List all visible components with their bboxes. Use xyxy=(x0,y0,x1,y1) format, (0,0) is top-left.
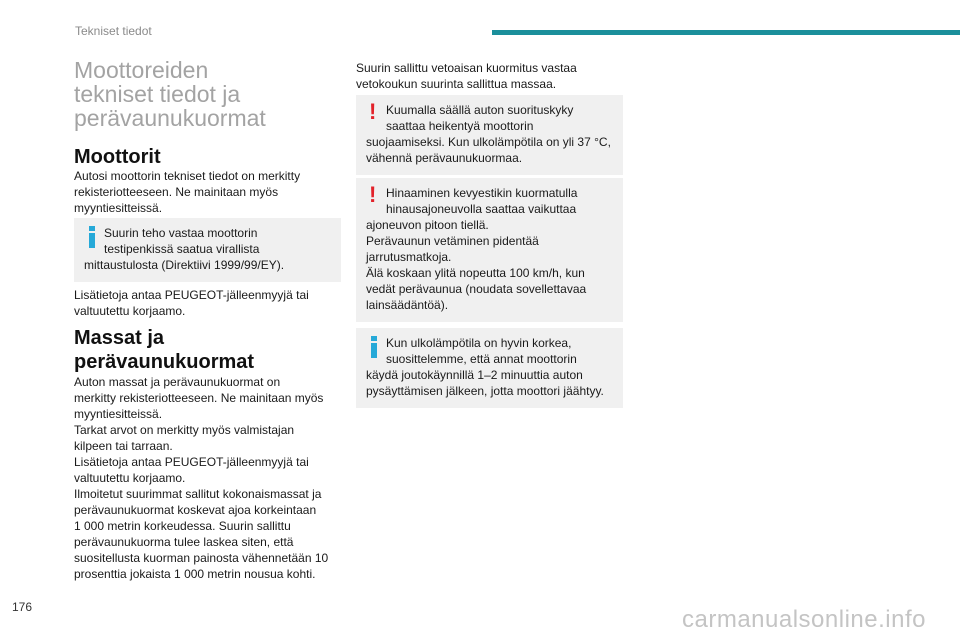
towing-warning-box xyxy=(356,178,623,322)
page-number: 176 xyxy=(12,600,33,614)
watermark: carmanualsonline.info xyxy=(682,606,926,633)
engines-dealer-note: Lisätietoja antaa PEUGEOT-jälleenmyyjä tai valtuutettu korjaamo. xyxy=(74,288,309,318)
header-accent-bar xyxy=(492,30,960,35)
cooldown-info-box xyxy=(356,328,623,408)
hot-weather-warning-box xyxy=(356,95,623,175)
engines-info-box xyxy=(74,218,341,282)
engines-info-text: Suurin teho vastaa moottorin testipenkissä saatua virallista mittaustulosta (Direktiivi 1999/99/EY). xyxy=(84,226,285,272)
info-icon xyxy=(89,226,95,248)
warning-exclamation-icon: ! xyxy=(369,182,377,207)
engines-body: Autosi moottorin tekniset tiedot on merkitty rekisteriotteeseen. Ne mainitaan myös myyntiesitteissä. xyxy=(74,169,301,215)
engines-heading-text: Moottorit xyxy=(74,146,161,168)
towing-warning-text: Hinaaminen kevyestikin kuormatulla hinausajoneuvolla saattaa vaikuttaa ajoneuvon pitoon tiellä. Perävaunun vetäminen pidentää jarrutusmatkoja. Älä koskaan ylitä nopeutta 100 km/h, kun vedät perävaunua (noudata sovellettavaa lainsäädäntöä). xyxy=(366,186,587,312)
warning-exclamation-icon: ! xyxy=(369,99,377,124)
hot-weather-warning-text: Kuumalla säällä auton suorituskyky saattaa heikentyä moottorin suojaamiseksi. Kun ulkolämpötila on yli 37 °C, vähennä perävaunukuormaa. xyxy=(366,103,611,165)
drawbar-load-intro: Suurin sallittu vetoaisan kuormitus vastaa vetokoukun suurinta sallittua massaa. xyxy=(356,61,577,91)
cooldown-info-text: Kun ulkolämpötila on hyvin korkea, suosittelemme, että annat moottorin käydä joutokäynnillä 1–2 minuuttia auton pysäyttämisen jälkeen, jotta moottori jäähtyy. xyxy=(366,336,604,398)
masses-heading: Massat ja perävaunukuormat xyxy=(74,327,255,373)
info-icon xyxy=(371,336,377,358)
masses-body: Auton massat ja perävaunukuormat on merkitty rekisteriotteeseen. Ne mainitaan myös myyntiesitteissä. Tarkat arvot on merkitty myös valmistajan kilpeen tai tarraan. Lisätietoja antaa PEUGEOT-jälleenmyyjä tai valtuutettu korjaamo. Ilmoitetut suurimmat sallitut kokonaismassat ja perävaunukuormat koskevat ajoa korkeintaan 1 000 metrin korkeudessa. Suurin sallittu perävaunukuorma tulee laskea siten, että suositellusta kuorman painosta vähennetään 10 prosenttia jokaista 1 000 metrin nousua kohti. xyxy=(74,375,329,581)
page-title: Moottoreiden tekniset tiedot ja perävaunukuormat xyxy=(74,57,266,131)
section-label: Tekniset tiedot xyxy=(75,24,152,38)
engines-heading xyxy=(74,145,161,169)
